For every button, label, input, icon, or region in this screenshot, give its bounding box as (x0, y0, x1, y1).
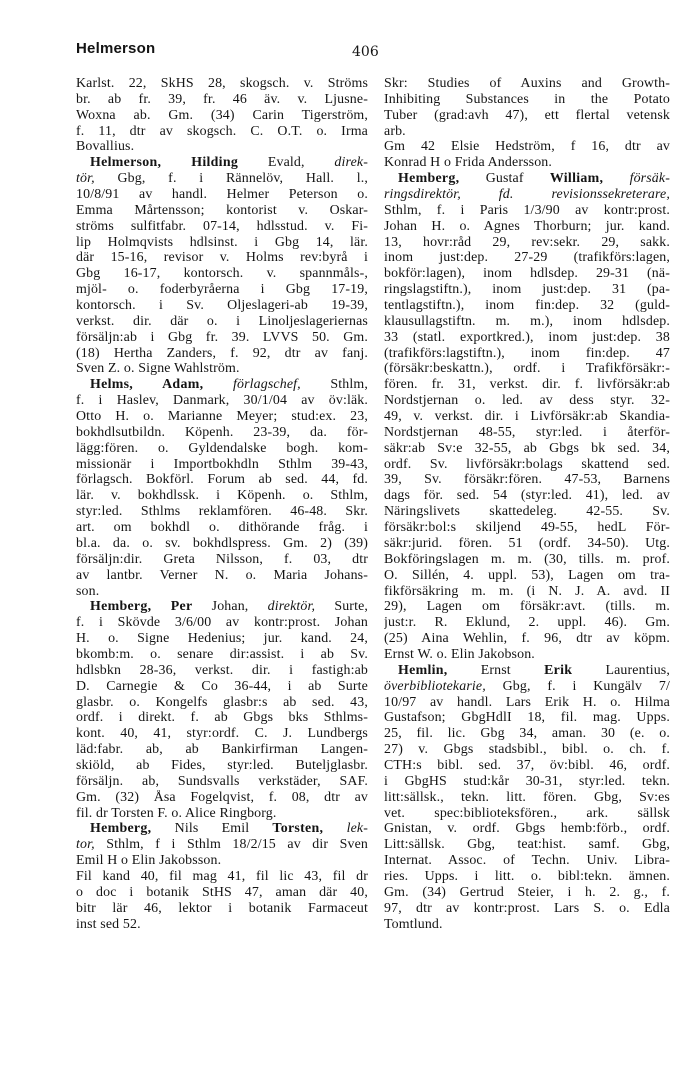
entry-line: försäljn:ab i Gbg fr. 39. LVVS 50. Gm. (76, 329, 368, 345)
entry-line: 10/97 av handl. Lars Erik H. o. Hilma (384, 694, 670, 710)
entry-line: bl.a. da. o. sv. bokhdlspress. Gm. 2) (39) (76, 535, 368, 551)
entry-occupation-rest: Gbg, f. i Kungälv 7/ (485, 678, 670, 694)
entry-line: lär. v. bokhdlssk. i Köpenh. o. Sthlm, (76, 488, 368, 504)
page-header (76, 40, 666, 64)
entry-line: Gm 42 Elsie Hedström, f 16, dtr av (384, 139, 670, 155)
entry-line: ordf. i direkt. f. ab Gbgs bks Sthlms- (76, 710, 368, 726)
entry-heading-rest: Ernst (447, 662, 511, 678)
entry-line: vet. spec:biblioteksfören., ark. sällsk (384, 805, 670, 821)
entry-line: säkr:ab Sv:e 32-55, ab Gbgs bk sed. 34, (384, 440, 670, 456)
entry-line: o doc i botanik StHS 47, aman där 40, (76, 884, 368, 900)
entry-line: (trafikförs:lagstiftn.), inom fin:dep. 47 (384, 345, 670, 361)
entry-line: bkomb:m. o. senare dir:assist. i ab Sv. (76, 646, 368, 662)
entry-hemlin (384, 663, 670, 933)
entry-line: Fil kand 40, fil mag 41, fil lic 43, fil dr (76, 868, 368, 884)
entry-line: verkst. dir. där o. i Linoljeslageriernas (76, 313, 368, 329)
entry-line: försäljn:dir. Greta Nilsson, f. 03, dtr (76, 551, 368, 567)
entry-line: Litt:sällsk. Gbg, teat:hist. samf. Gbg, (384, 837, 670, 853)
entry-line: br. ab fr. 39, fr. 46 äv. v. Ljusne- (76, 91, 368, 107)
entry-line: Internat. Assoc. of Techn. Univ. Libra- (384, 853, 670, 869)
entry-line: f. 11, dtr av skogsch. C. O.T. o. Irma (76, 123, 368, 139)
entry-line: i GbgHS stud:kår 30-31, styr:led. tekn. (384, 773, 670, 789)
entry-line: klausullagstiftn. m. m.), inom hdlsdep. (384, 313, 670, 329)
entry-line: CTH:s bibl. sed. 37, öv:bibl. 46, ordf. (384, 757, 670, 773)
entry-line: Emil H o Elin Jakobsson. (76, 853, 222, 869)
entry-line: inom just:dep. 27-29 (trafikförs:lagen, (384, 250, 670, 266)
entry-line: Gnistan, v. ordf. Gbgs hemb:förb., ordf. (384, 821, 670, 837)
entry-line: Emma Mårtensson; kontorist v. Oskar- (76, 202, 368, 218)
entry-heading-bold: Torsten, (249, 821, 324, 837)
entry-heading-line (76, 377, 368, 393)
entry-heading-rest: Johan, (192, 599, 249, 615)
entry-line: Ernst W. o. Elin Jakobson. (384, 646, 535, 662)
entry-continued (384, 76, 670, 171)
entry-helms-adam (76, 377, 368, 599)
entry-line: Bokföringslagen m. m. (30, tills. m. prof. (384, 551, 670, 567)
entry-line: Tuber (grad:avh 47), ett flertal vetensk (384, 107, 670, 123)
entry-line: (försäkr:beskattn.), ordf. i Trafikförsäkr:- (384, 361, 670, 377)
entry-line: f. i Haslev, Danmark, 30/1/04 av öv:läk. (76, 393, 368, 409)
entry-heading-tail: Surte, (315, 599, 368, 615)
entry-line: bokför:lagen), inom hdlsdep. 29-31 (nä- (384, 266, 670, 282)
entry-body (76, 837, 368, 932)
entry-line: hdlsbkn 28-36, verkst. dir. i fastigh:ab (76, 662, 368, 678)
entry-line: kont. 40, 41, styr:ordf. C. J. Lundbergs (76, 726, 368, 742)
entry-line: fören. fr. 31, verkst. dir. f. livförsäkr:ab (384, 377, 670, 393)
running-head: Helmerson (76, 40, 156, 57)
entry-occupation: lek- (323, 821, 368, 837)
entry-line: Tomtlund. (384, 916, 443, 932)
entry-continued (76, 76, 368, 155)
entry-line: mjöl- o. foderbyråerna i Gbg 17-19, (76, 282, 368, 298)
entry-line: art. om bokhdl o. dithörande fråg. i (76, 520, 368, 536)
entry-line: ordf. Sv. livförsäkr:bolags skattend sed. (384, 456, 670, 472)
entry-heading-tail: Laurentius, (572, 662, 670, 678)
entry-line: 27) v. Gbgs stadsbibl., bibl. o. ch. f. (384, 742, 670, 758)
left-column (76, 76, 368, 932)
entry-heading-line (384, 171, 670, 187)
entry-heading-line (384, 663, 670, 679)
entry-line: f. i Skövde 3/6/00 av kontr:prost. Johan (76, 615, 368, 631)
entry-line: lägg:fören. o. Gyldendalske bogh. kom- (76, 440, 368, 456)
entry-line: (18) Hertha Zanders, f. 92, dtr av fanj. (76, 345, 368, 361)
entry-heading: Hemlin, (398, 662, 448, 678)
entry-line: arb. (384, 123, 406, 139)
entry-line: kontorsch. i Sv. Oljeslageri-ab 19-39, (76, 298, 368, 314)
entry-heading: Hemberg, (90, 821, 152, 837)
entry-line: ströms sulfitfabr. 07-14, hdlsstud. v. Fi- (76, 218, 368, 234)
entry-line: missionär i Importbokhdln Sthlm 39-43, (76, 456, 368, 472)
entry-line: 97, dtr av kontr:prost. Lars S. o. Edla (384, 900, 670, 916)
entry-line: glasbr. o. Kongelfs glasbr:s ab sed. 43, (76, 694, 368, 710)
entry-line: skiöld, ab Fides, styr:led. Buteljglasbr. (76, 757, 368, 773)
entry-heading: Helmerson, Hilding (90, 155, 239, 171)
entry-line: litt:sällsk., tekn. litt. fören. Gbg, Sv:es (384, 789, 670, 805)
entry-line: styr:led. Sthlms reklamfören. 46-48. Skr. (76, 504, 368, 520)
entry-line: Woxna ab. Gm. (34) Carin Tigerström, (76, 107, 368, 123)
entry-line: ries. Upps. i litt. o. bibl:tekn. ämnen. (384, 868, 670, 884)
entry-occupation: förlagschef, (203, 377, 301, 393)
entry-occupation: direk- (304, 155, 368, 171)
entry-body (76, 171, 368, 377)
entry-line: där 15-16, revisor v. Holms rev:byrå i (76, 250, 368, 266)
entry-line: Näringslivets skattedeleg. 42-55. Sv. (384, 504, 670, 520)
entry-hemberg-torsten (76, 821, 368, 932)
entry-line: Johan H. o. Agnes Thorburn; jur. kand. (384, 218, 670, 234)
entry-line: Karlst. 22, SkHS 28, skogsch. v. Ströms (76, 76, 368, 91)
entry-occupation: försäk- (603, 171, 670, 187)
entry-line: Gustafson; GbgHdlI 18, fil. mag. Upps. (384, 710, 670, 726)
entry-line: 25, fil. lic. Gbg 34, aman. 30 (e. o. (384, 726, 670, 742)
entry-line: av lantbr. Verner N. o. Maria Johans- (76, 567, 368, 583)
entry-heading-rest: Gustaf (459, 171, 524, 187)
entry-line: Gm. (32) Åsa Fogelqvist, f. 08, dtr av (76, 789, 368, 805)
entry-body (384, 203, 670, 663)
entry-heading-rest: Evald, (238, 155, 305, 171)
page-number: 406 (352, 44, 379, 60)
entry-line: tor, Sthlm, f i Sthlm 18/2/15 av dir Sven (76, 837, 368, 853)
entry-line: son. (76, 583, 100, 599)
entry-line: Inhibiting Substances in the Potato (384, 91, 670, 107)
entry-line: lip Holmqvists hdlsinst. i Gbg 14, lär. (76, 234, 368, 250)
entry-heading-bold: William, (523, 171, 604, 187)
entry-line: Nordstjernan 48-55, styr:led. i återför- (384, 424, 670, 440)
entry-line: Sthlm, f. i Paris 1/3/90 av kontr:prost. (384, 202, 670, 218)
entry-hemberg-william (384, 171, 670, 663)
entry-line: Sven Z. o. Signe Wahlström. (76, 361, 240, 377)
entry-line: tentlagstiftn.), inom fin:dep. 32 (guld- (384, 298, 670, 314)
entry-line: bokhdlsutbildn. Köpenh. 23-39, da. för- (76, 424, 368, 440)
entry-line: D. Carnegie & Co 36-44, i ab Surte (76, 678, 368, 694)
entry-line: 39, Sv. försäkr:fören. 47-53, Barnens (384, 472, 670, 488)
entry-line: tör, Gbg, f. i Rännelöv, Hall. l., (76, 171, 368, 187)
entry-body (384, 695, 670, 933)
entry-line: inst sed 52. (76, 916, 141, 932)
entry-occupation: överbibliotekarie, (384, 678, 486, 694)
entry-line: försäljn. ab, Sundsvalls verkstäder, SAF. (76, 773, 368, 789)
entry-line: Bovallius. (76, 139, 135, 155)
entry-line: Gbg 16-17, kontorsch. v. spannmåls-, (76, 266, 368, 282)
entry-line: försäkr:bol:s skiljend 49-55, hedL För- (384, 520, 670, 536)
entry-heading-line (76, 155, 368, 171)
entry-occupation: direktör, (248, 599, 316, 615)
entry-line: 10/8/91 av handl. Helmer Peterson o. (76, 187, 368, 203)
entry-heading-rest: Sthlm, (300, 377, 368, 393)
entry-line: 33 (statl. exportkred.), inom just:dep. 38 (384, 329, 670, 345)
entry-heading: Hemberg, Per (90, 599, 193, 615)
entry-heading-rest: Nils Emil (151, 821, 250, 837)
entry-line: förlagsch. Bokförl. Forum ab sed. 44, fd. (76, 472, 368, 488)
entry-line: fikförsäkring m. m. (i N. J. A. avd. II (384, 583, 670, 599)
entry-heading: Helms, Adam, (90, 377, 204, 393)
right-column (384, 76, 670, 932)
entry-line: Nordstjernan o. led. av dess styr. 32- (384, 393, 670, 409)
entry-hemberg-per (76, 599, 368, 821)
entry-occupation-line (384, 679, 670, 695)
entry-line: Otto H. o. Marianne Meyer; stud:ex. 23, (76, 409, 368, 425)
entry-body (76, 393, 368, 599)
entry-line: (25) Aina Wehlin, f. 96, dtr av köpm. (384, 631, 670, 647)
entry-line: 29), Lagen om försäkr:avt. (tills. m. (384, 599, 670, 615)
entry-line: Skr: Studies of Auxins and Growth- (384, 76, 670, 91)
entry-line: dags för. sed. 54 (styr:led. 41), led. av (384, 488, 670, 504)
entry-heading: Hemberg, (398, 171, 460, 187)
entry-line: Gm. (34) Gertrud Steier, i h. 2. g., f. (384, 884, 670, 900)
entry-heading-line (76, 599, 368, 615)
entry-body (76, 615, 368, 821)
entry-line: O. Sillén, 4. uppl. 53), Lagen om tra- (384, 567, 670, 583)
entry-line: läd:fabr. ab, ab Bankirfirman Langen- (76, 742, 368, 758)
entry-heading-bold: Erik (510, 662, 573, 678)
entry-line: fil. dr Torsten F. o. Alice Ringborg. (76, 805, 277, 821)
entry-line: Konrad H o Frida Andersson. (384, 155, 553, 171)
entry-occupation-line: ringsdirektör, fd. revisionssekreterare, (384, 187, 670, 203)
entry-helmerson-hilding (76, 155, 368, 377)
entry-heading-line (76, 821, 368, 837)
entry-line: bitr lär 46, lektor i botanik Farmaceut (76, 900, 368, 916)
entry-line: H. o. Signe Hedenius; jur. kand. 24, (76, 631, 368, 647)
entry-line: 13, hovr:råd 29, rev:sekr. 29, sakk. (384, 234, 670, 250)
entry-line: just:r. R. Eklund, 2. uppl. 46). Gm. (384, 615, 670, 631)
entry-line: ringslagstiftn.), inom just:dep. 31 (pa- (384, 282, 670, 298)
entry-line: 49, v. verkst. dir. i Livförsäkr:ab Skandia- (384, 409, 670, 425)
entry-line: säkr:jurid. fören. 51 (ordf. 34-50). Utg. (384, 535, 670, 551)
